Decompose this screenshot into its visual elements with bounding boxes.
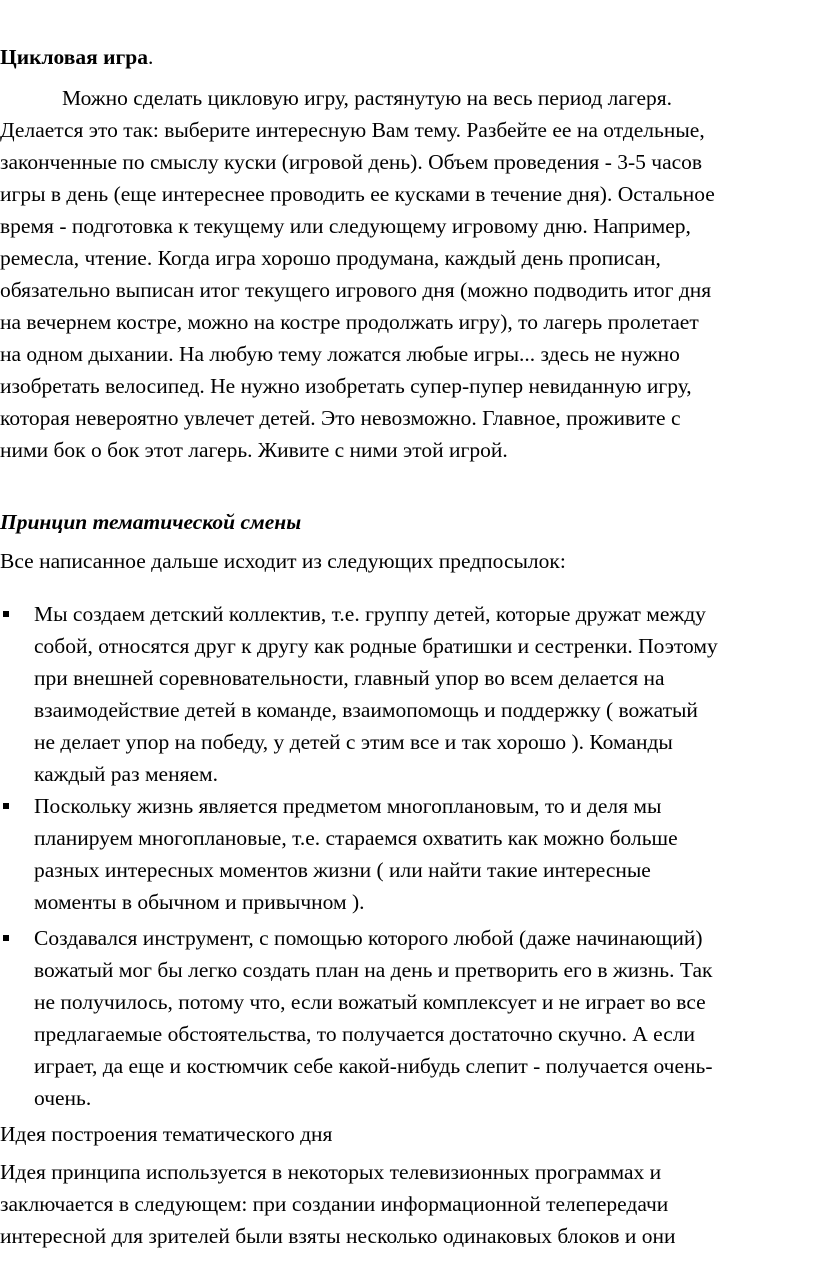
subheading-thematic-day: Идея построения тематического дня [0,1122,333,1146]
paragraph-line: на одном дыхании. На любую тему ложатся любые игры... здесь не нужно [0,342,680,366]
list-item-line: предлагаемые обстоятельства, то получается достаточно скучно. А если [34,1022,695,1046]
list-item-line: взаимодействие детей в команде, взаимопомощь и поддержку ( вожатый [34,698,698,722]
list-item-line: собой, относятся друг к другу как родные братишки и сестренки. Поэтому [34,634,718,658]
paragraph-line: которая невероятно увлечет детей. Это невозможно. Главное, проживите с [0,406,681,430]
list-item-line: Поскольку жизнь является предметом многоплановым, то и деля мы [34,794,662,818]
list-item-line: вожатый мог бы легко создать план на день и претворить его в жизнь. Так [34,958,713,982]
list-item-line: каждый раз меняем. [34,762,219,786]
section-heading-thematic-shift: Принцип тематической смены [0,510,302,534]
paragraph-line: игры в день (еще интереснее проводить ее кусками в течение дня). Остальное [0,182,715,206]
section-title-cyclic-game [0,47,153,69]
paragraph-line: время - подготовка к текущему или следующему игровому дню. Например, [0,214,691,238]
bullet-marker-icon [3,803,9,809]
bullet-marker-icon [3,935,9,941]
list-item-line: при внешней соревновательности, главный упор во всем делается на [34,666,665,690]
paragraph-line: обязательно выписан итог текущего игрового дня (можно подводить итог дня [0,278,712,302]
paragraph-line: заключается в следующем: при создании информационной телепередачи [0,1192,669,1216]
section-title-suffix: . [148,45,154,69]
list-item-line: Создавался инструмент, с помощью которого любой (даже начинающий) [34,926,703,950]
list-item-line: Мы создаем детский коллектив, т.е. группу детей, которые дружат между [34,602,706,626]
paragraph-line: на вечернем костре, можно на костре продолжать игру), то лагерь пролетает [0,310,699,334]
paragraph-line: Идея принципа используется в некоторых телевизионных программах и [0,1160,662,1184]
paragraph-line: Можно сделать цикловую игру, растянутую на весь период лагеря. [62,86,673,110]
paragraph-line: интересной для зрителей были взяты несколько одинаковых блоков и они [0,1224,676,1248]
bullet-marker-icon [3,611,9,617]
list-item-line: моменты в обычном и привычном ). [34,890,365,914]
section-title-text: Цикловая игра [0,45,149,69]
intro-line: Все написанное дальше исходит из следующих предпосылок: [0,549,566,573]
paragraph-line: ремесла, чтение. Когда игра хорошо продумана, каждый день прописан, [0,246,661,270]
list-item-line: очень. [34,1086,92,1110]
paragraph-line: законченные по смыслу куски (игровой день). Объем проведения - 3-5 часов [0,150,703,174]
list-item-line: разных интересных моментов жизни ( или найти такие интересные [34,858,651,882]
list-item-line: не делает упор на победу, у детей с этим все и так хорошо ). Команды [34,730,673,754]
paragraph-line: изобретать велосипед. Не нужно изобретать супер-пупер невиданную игру, [0,374,692,398]
paragraph-line: ними бок о бок этот лагерь. Живите с ними этой игрой. [0,438,508,462]
list-item-line: планируем многоплановые, т.е. стараемся охватить как можно больше [34,826,678,850]
list-item-line: не получилось, потому что, если вожатый комплексует и не играет во все [34,990,706,1014]
list-item-line: играет, да еще и костюмчик себе какой-нибудь слепит - получается очень- [34,1054,713,1078]
paragraph-line: Делается это так: выберите интересную Вам тему. Разбейте ее на отдельные, [0,118,705,142]
